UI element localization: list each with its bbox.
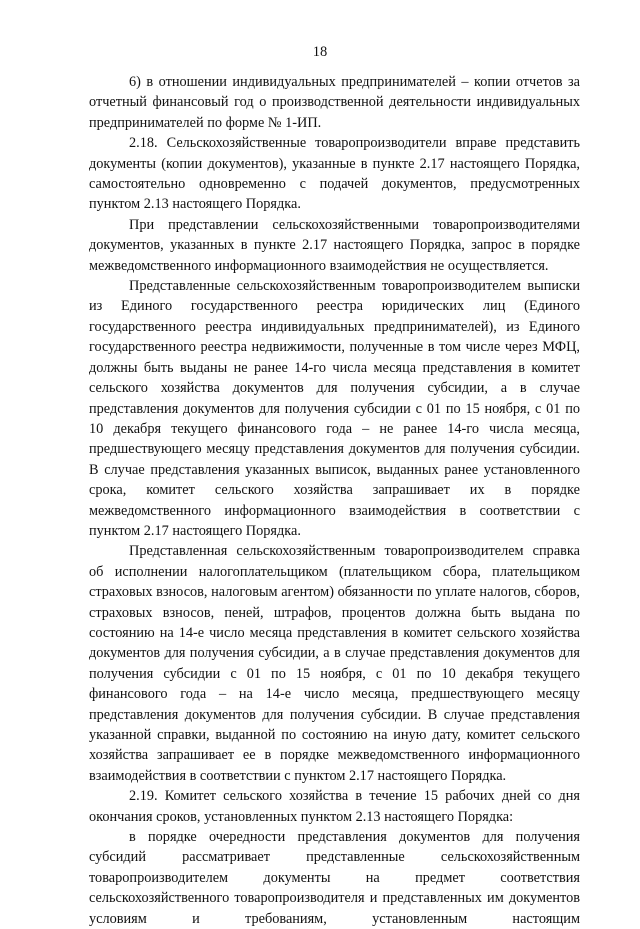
paragraph-3: При представлении сельскохозяйственными товаропроизводителями документов, указанных в пункте 2.17 настоящего Порядка, запрос в порядке межведомственного информационного взаимодействия не осуществляется. — [89, 216, 580, 274]
document-body — [89, 72, 580, 929]
paragraph-7: в порядке очередности представления документов для получения субсидий рассматривает представленные сельскохозяйственным товаропроизводителем документы на предмет соответствия сельскохозяйственного товаропроизводителя и представленных им документов условиям и требованиям, установленным настоящим — [89, 829, 580, 927]
paragraph-5: Представленная сельскохозяйственным товаропроизводителем справка об исполнении налогоплательщиком (плательщиком сбора, плательщиком страховых взносов, налоговым агентом) обязанности по уплате налогов, сборов, страховых взносов, пеней, штрафов, процентов должна быть выдана по состоянию на 14-е число месяца представления в комитет сельского хозяйства документов для получения субсидии, а в случае представления документов для получения субсидии с 01 по 15 ноября, с 01 по 10 декабря текущего финансового года – на 14-е число месяца, предшествующего месяцу представления документов для получения субсидии. В случае представления указанной справки, выданной по состоянию на иную дату, комитет сельского хозяйства запрашивает ее в порядке межведомственного информационного взаимодействия в соответствии с пунктом 2.17 настоящего Порядка. — [89, 543, 580, 784]
paragraph-2: 2.18. Сельскохозяйственные товаропроизводители вправе представить документы (копии документов), указанные в пункте 2.17 настоящего Порядка, самостоятельно одновременно с подачей документов, предусмотренных пунктом 2.13 настоящего Порядка. — [89, 135, 580, 213]
paragraph-4: Представленные сельскохозяйственным товаропроизводителем выписки из Единого государственного реестра юридических лиц (Единого государственного реестра индивидуальных предпринимателей), из Единого государственного реестра недвижимости, полученные в том числе через МФЦ, должны быть выданы не ранее 14-го числа месяца представления в комитет сельского хозяйства документов для получения субсидии, а в случае представления документов для получения субсидии с 01 по 15 ноября, с 01 по 10 декабря текущего финансового года – не ранее 14-го числа месяца, предшествующего месяцу представления документов для получения субсидии. В случае представления указанных выписок, выданных ранее установленного срока, комитет сельского хозяйства запрашивает их в порядке межведомственного информационного взаимодействия в соответствии с пунктом 2.17 настоящего Порядка. — [89, 278, 580, 539]
paragraph-1: 6) в отношении индивидуальных предпринимателей – копии отчетов за отчетный финансовый год о производственной деятельности индивидуальных предпринимателей по форме № 1-ИП. — [89, 74, 580, 131]
paragraph-6: 2.19. Комитет сельского хозяйства в течение 15 рабочих дней со дня окончания сроков, установленных пунктом 2.13 настоящего Порядка: — [89, 788, 580, 825]
page-number: 18 — [312, 44, 328, 60]
